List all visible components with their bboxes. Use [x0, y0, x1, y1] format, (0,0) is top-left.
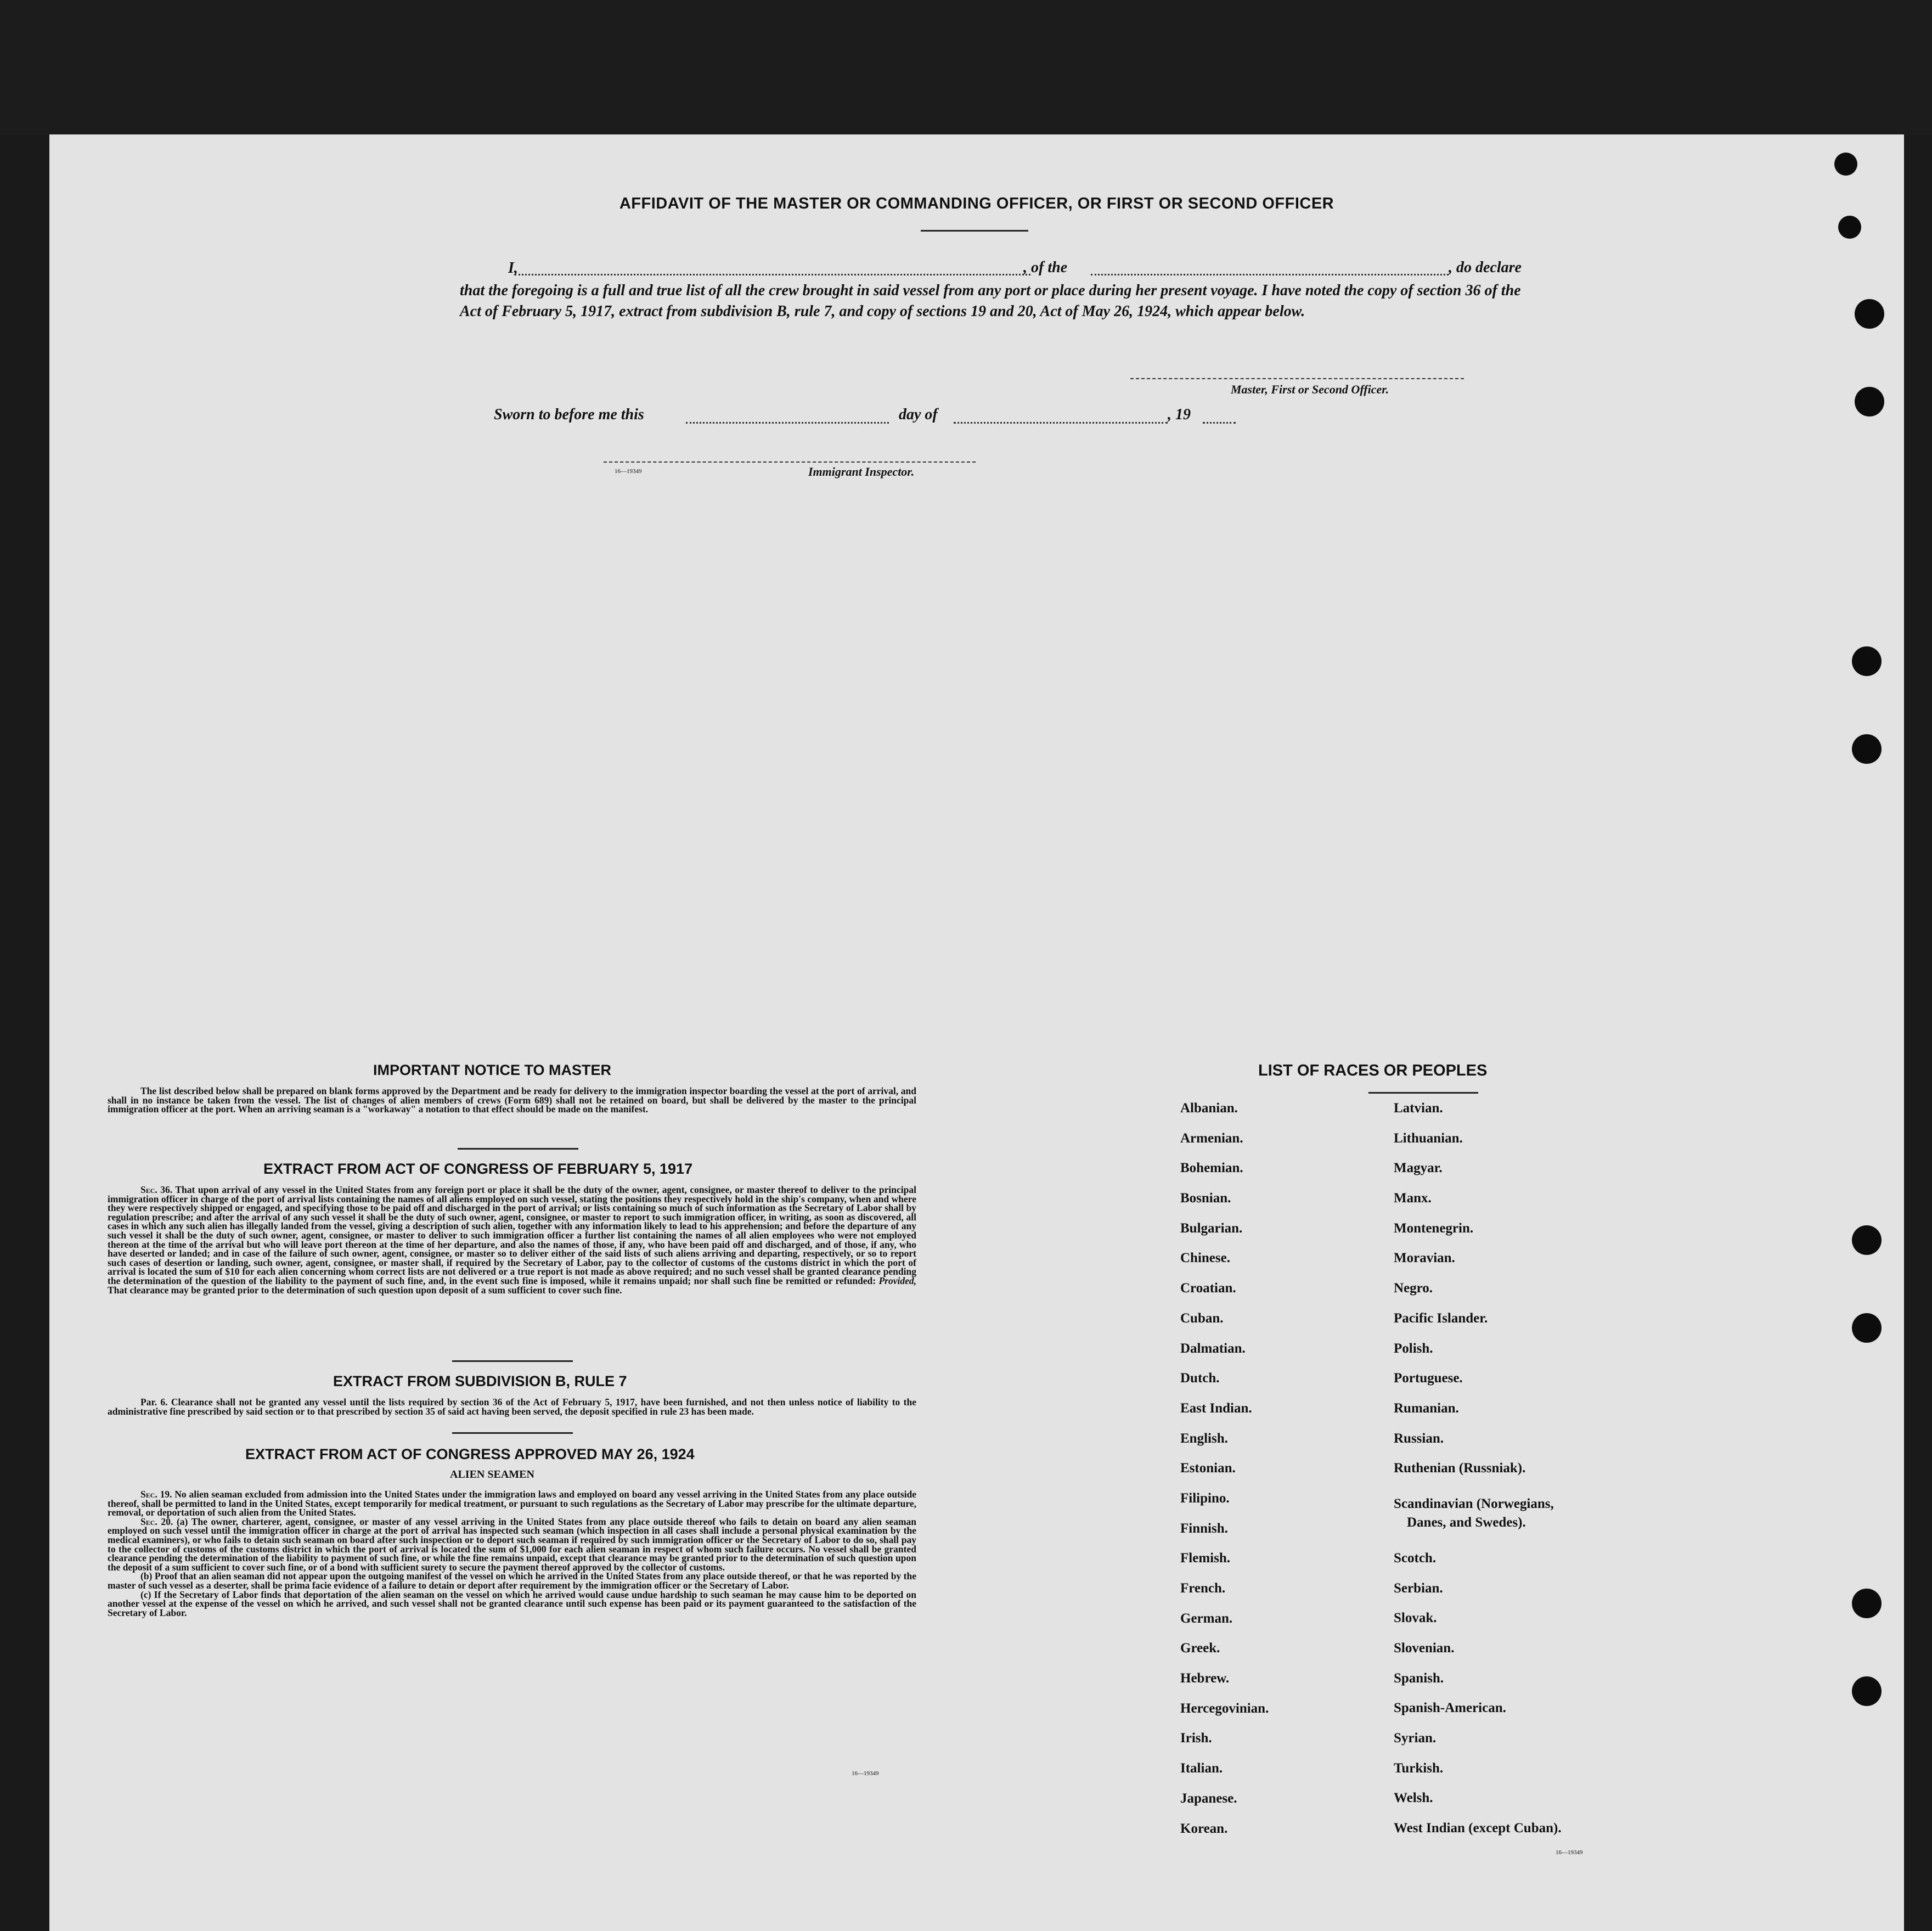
- race-item: Slovenian.: [1394, 1641, 1455, 1656]
- race-item: Polish.: [1394, 1341, 1433, 1356]
- section-36-body: That upon arrival of any vessel in the United States from any foreign port or place it shall be the duty of the owner, agent, consignee, or master thereof to deliver to the principal immigration officer in charge of the port of arrival lists containing the names of all aliens employed on such vessel, stating the positions they respectively hold in the ship's company, when and where they were respectively shipped or engaged, and specifying those to be paid off and discharged in the port of arrival; or lists containing so much of such information as the Secretary of Labor shall by regulation prescribe; and after the arrival of any such vessel it shall be the duty of such owner, agent, consignee, or master to report to such immigration officer, in writing, as soon as discovered, all cases in which any such alien has illegally landed from the vessel, giving a description of such alien, together with any information likely to lead to his apprehension; and before the departure of any such vessel it shall be the duty of such owner, agent, consignee, or master to deliver to such immigration officer a further list containing the names of all alien employees who were not employed thereon at the time of the arrival but who will leave port thereon at the time of her departure, and also the names of those, if any, who have been paid off and discharged, and of those, if any, who have deserted or landed; and in case of the failure of such owner, agent, consignee, or master so to deliver either of the said lists of such aliens arriving and departing, respectively, or so to report such cases of desertion or landing, such owner, agent, consignee, or master shall, if required by the Secretary of Labor, pay to the collector of customs of the customs district in which the port of arrival is located the sum of $10 for each alien concerning whom correct lists are not delivered or a true report is not made as above required; and no such vessel shall be granted clearance pending the determination of the question of the liability to the payment of such fine, and, in the event such fine is imposed, while it remains unpaid; nor shall such fine be remitted or refunded:: [108, 1184, 916, 1286]
- punch-hole: [1852, 1225, 1882, 1255]
- sec19-label: Sec. 19.: [140, 1489, 172, 1500]
- race-item: Spanish.: [1394, 1670, 1444, 1686]
- race-item: Scandinavian (Norwegians,: [1394, 1496, 1554, 1511]
- race-item: French.: [1180, 1581, 1226, 1596]
- race-item: Greek.: [1180, 1641, 1220, 1656]
- race-item: Flemish.: [1180, 1551, 1230, 1566]
- race-item: Bosnian.: [1180, 1191, 1231, 1206]
- race-item: Hercegovinian.: [1180, 1701, 1269, 1716]
- race-item: Turkish.: [1394, 1760, 1444, 1776]
- form-number: 16—19349: [1556, 1849, 1583, 1856]
- section-rule: [452, 1432, 573, 1434]
- extract-rule7-text: Par. 6. Clearance shall not be granted any vessel until the lists required by section 36 of the Act of February 5, 1917, have been furnished, and not then unless notice of liability to the administrative fine prescribed by said section or to that prescribed by section 35 of said act having been served, the deposit specified in rule 23 has been made.: [108, 1397, 916, 1417]
- inspector-signature-line: [604, 461, 976, 463]
- race-item: Filipino.: [1180, 1490, 1230, 1506]
- punch-hole: [1852, 734, 1882, 764]
- punch-hole: [1852, 646, 1882, 676]
- race-item: Manx.: [1394, 1191, 1432, 1206]
- race-item: Italian.: [1180, 1761, 1223, 1776]
- sec19-body: No alien seaman excluded from admission into the United States under the immigration laws and employed on board any vessel arriving in the United States from any place outside thereof, shall be permitted to land in the United States, except temporarily for medical treatment, or pursuant to such regulations as the Secretary of Labor may prescribe for the ultimate departure, removal, or deportation of such alien from the United States.: [108, 1489, 917, 1518]
- punch-hole: [1855, 387, 1884, 416]
- race-item: Slovak.: [1394, 1611, 1437, 1626]
- race-item-continuation: Danes, and Swedes).: [1407, 1515, 1526, 1530]
- race-item: Estonian.: [1180, 1461, 1236, 1476]
- race-item: East Indian.: [1180, 1400, 1252, 1416]
- signature-caption: Master, First or Second Officer.: [1231, 382, 1389, 396]
- race-item: Dalmatian.: [1180, 1341, 1246, 1356]
- race-item: Negro.: [1394, 1281, 1433, 1296]
- race-item: Irish.: [1180, 1731, 1212, 1746]
- races-column-1: [1180, 1101, 1269, 1851]
- race-item: Portuguese.: [1394, 1371, 1463, 1386]
- section-label: Sec. 36.: [140, 1184, 173, 1195]
- affidavit-statement: that the foregoing is a full and true list of all the crew brought in said vessel from any port or place during her present voyage. I have noted the copy of section 36 of the Act of February 5, 1917, extract from subdivision B, rule 7, and copy of sections 19 and 20, Act of May 26, 1924, which appear below.: [460, 282, 1521, 320]
- affidavit-title: AFFIDAVIT OF THE MASTER OR COMMANDING OFFICER, OR FIRST OR SECOND OFFICER: [619, 195, 1334, 212]
- race-item: English.: [1180, 1431, 1228, 1446]
- race-item: Japanese.: [1180, 1791, 1237, 1806]
- sworn-label: Sworn to before me this: [494, 406, 644, 423]
- race-item: Korean.: [1180, 1821, 1228, 1836]
- extract-1917-text: [108, 1185, 916, 1294]
- name-blank: [515, 274, 1030, 275]
- form-number: 16—19349: [852, 1770, 879, 1777]
- vessel-blank: [1091, 274, 1449, 275]
- race-item: Dutch.: [1180, 1371, 1220, 1386]
- punch-hole: [1855, 299, 1884, 329]
- punch-hole: [1852, 1589, 1882, 1618]
- races-title: LIST OF RACES OR PEOPLES: [1258, 1062, 1488, 1079]
- race-item: Croatian.: [1180, 1281, 1236, 1296]
- form-number: 16—19349: [615, 468, 642, 475]
- punch-hole: [1834, 153, 1857, 176]
- race-item: Montenegrin.: [1394, 1220, 1474, 1236]
- of-the-label: , of the: [1023, 259, 1068, 276]
- extract-1924-title: EXTRACT FROM ACT OF CONGRESS APPROVED MAY 26, 1924: [245, 1446, 695, 1462]
- year-blank: [1203, 422, 1236, 424]
- section-20a-paragraph: [108, 1517, 916, 1572]
- extract-1917-title: EXTRACT FROM ACT OF CONGRESS OF FEBRUARY 5, 1917: [263, 1161, 693, 1177]
- punch-hole: [1852, 1676, 1882, 1706]
- race-item: Ruthenian (Russniak).: [1394, 1461, 1526, 1476]
- race-item: Lithuanian.: [1394, 1130, 1463, 1146]
- section-rule: [458, 1148, 578, 1150]
- race-item: Chinese.: [1180, 1251, 1230, 1266]
- race-item-scandinavian: [1394, 1491, 1562, 1551]
- race-item: West Indian (except Cuban).: [1394, 1821, 1562, 1836]
- section-20c-paragraph: (c) If the Secretary of Labor finds that deportation of the alien seaman on the vessel on which he arrived would cause undue hardship to such seaman he may cause him to be deported on another vessel at the expense of the vessel on which he arrived, and such vessel shall not be granted clearance until such expense has been paid or its payment guaranteed to the satisfaction of the Secretary of Labor.: [108, 1589, 916, 1618]
- signature-line: [1130, 378, 1464, 379]
- document-page: [49, 134, 1904, 1931]
- race-item: Moravian.: [1394, 1251, 1455, 1266]
- race-item: Rumanian.: [1394, 1400, 1459, 1416]
- race-item: Hebrew.: [1180, 1671, 1230, 1686]
- declare-label: , do declare: [1449, 259, 1522, 276]
- section-20b-paragraph: (b) Proof that an alien seaman did not appear upon the outgoing manifest of the vessel on which he arrived in the United States from any place outside thereof, or that he was reported by the master of such vessel as a deserter, shall be prima facie evidence of a failure to detain or deport after requirement by the immigration officer or the Secretary of Labor.: [108, 1570, 916, 1591]
- race-item: Cuban.: [1180, 1310, 1224, 1326]
- race-item: Welsh.: [1394, 1791, 1433, 1806]
- race-item: German.: [1180, 1611, 1233, 1626]
- race-item: Albanian.: [1180, 1101, 1238, 1116]
- section-19-paragraph: [108, 1490, 916, 1517]
- sworn-day-blank: [686, 422, 889, 424]
- extract-rule7-title: EXTRACT FROM SUBDIVISION B, RULE 7: [333, 1373, 627, 1389]
- notice-text: The list described below shall be prepared on blank forms approved by the Department and be ready for delivery to the immigration inspector boarding the vessel at the port of arrival, and shall in no instance be taken from the vessel. The list of changes of alien members of crews (Form 689) shall not be retained on board, but shall be delivered by the master to the principal immigration officer at the port. When an arriving seaman is a "workaway" a notation to that effect should be made on the manifest.: [108, 1085, 916, 1115]
- races-title-rule: [1368, 1092, 1478, 1094]
- race-item: Finnish.: [1180, 1521, 1228, 1536]
- race-item: Scotch.: [1394, 1550, 1437, 1566]
- section-36-end: That clearance may be granted prior to the determination of such question upon deposit of a sum sufficient to cover such fine.: [108, 1284, 622, 1296]
- race-item: Armenian.: [1180, 1130, 1243, 1146]
- race-item: Russian.: [1394, 1431, 1444, 1446]
- punch-hole: [1838, 216, 1861, 239]
- races-column-2: [1394, 1101, 1562, 1851]
- scan-background: [0, 0, 1932, 134]
- notice-title: IMPORTANT NOTICE TO MASTER: [373, 1062, 611, 1078]
- inspector-caption: Immigrant Inspector.: [808, 465, 915, 478]
- provided-word: Provided,: [878, 1275, 916, 1286]
- race-item: Pacific Islander.: [1394, 1310, 1488, 1326]
- alien-seamen-subtitle: ALIEN SEAMEN: [450, 1468, 534, 1480]
- race-item: Magyar.: [1394, 1161, 1443, 1176]
- race-item: Syrian.: [1394, 1731, 1437, 1746]
- sworn-month-blank: [954, 422, 1168, 424]
- declarant-label: I,: [508, 260, 518, 277]
- sec20a-body: (a) The owner, charterer, agent, consignee, or master of any vessel arriving in the United States from any place outside thereof who fails to detain on board any alien seaman employed on such vessel until the immigration officer in charge at the port of arrival has inspected such seaman (which inspection in all cases shall include a personal physical examination by the medical examiners), or who fails to detain such seaman on board after such inspection or to deport such seaman if required by such immigration officer or the Secretary of Labor to do so, shall pay to the collector of customs of the customs district in which the port of arrival is located the sum of $1,000 for each alien seaman in respect of whom such failure occurs. No vessel shall be granted clearance pending the determination of the liability to payment of such fine, or while the fine remains unpaid, except that clearance may be granted prior to the determination of such question upon the deposit of a sum sufficient to cover such fine, or of a bond with sufficient surety to secure the payment thereof approved by the collector of customs.: [108, 1516, 917, 1573]
- day-of-label: day of: [899, 406, 938, 423]
- race-item: Serbian.: [1394, 1580, 1443, 1596]
- year-label: , 19: [1168, 406, 1191, 423]
- section-rule: [452, 1360, 573, 1362]
- race-item: Latvian.: [1394, 1101, 1443, 1116]
- race-item: Bulgarian.: [1180, 1220, 1243, 1236]
- title-rule: [921, 230, 1028, 232]
- punch-hole: [1852, 1313, 1882, 1343]
- sec20-label: Sec. 20.: [140, 1516, 173, 1527]
- extract-1924-text: [108, 1490, 916, 1617]
- race-item: Spanish-American.: [1394, 1701, 1506, 1716]
- race-item: Bohemian.: [1180, 1161, 1243, 1176]
